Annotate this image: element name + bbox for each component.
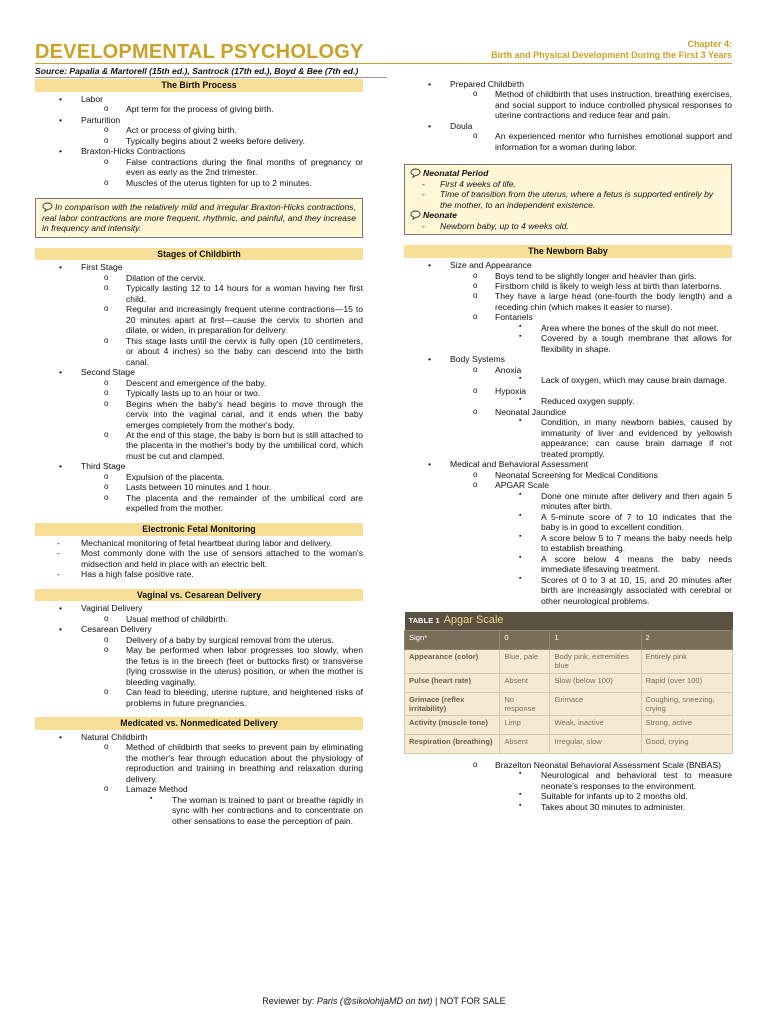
section-title-birth-process: The Birth Process — [35, 79, 363, 92]
list-item: • Vaginal Delivery — [35, 603, 363, 613]
table-caption — [405, 612, 733, 631]
table-cell: No response — [500, 692, 550, 716]
list-item: - Has a high false positive rate. — [35, 569, 363, 579]
list-item: • Parturition — [35, 115, 363, 125]
section-title-medicated: Medicated vs. Nonmedicated Delivery — [35, 717, 363, 730]
efm-list — [35, 538, 363, 580]
list-item: ▪ Takes about 30 minutes to administer. — [404, 802, 732, 812]
table-cell: Body pink, extremities blue — [550, 650, 641, 674]
table-cell: Respiration (breathing) — [405, 735, 500, 754]
list-item: • Cesarean Delivery — [35, 624, 363, 634]
table-row — [405, 692, 733, 716]
list-item: o Lamaze Method — [35, 784, 363, 794]
list-item: • Third Stage — [35, 461, 363, 471]
list-item: • Medical and Behavioral Assessment — [404, 459, 732, 469]
list-item: o Brazelton Neonatal Behavioral Assessment Scale (BNBAS) — [404, 760, 732, 770]
list-item: • Braxton-Hicks Contractions — [35, 146, 363, 156]
list-item: o Begins when the baby's head begins to move through the cervix into the vaginal canal, and it ends when the baby emerges completely from the mother's body. — [35, 399, 363, 430]
list-item: o Typically lasts up to an hour or two. — [35, 388, 363, 398]
right-column — [404, 79, 732, 812]
list-item: o Usual method of childbirth. — [35, 614, 363, 624]
list-item: o Firstborn child is likely to weigh less at birth than laterborns. — [404, 281, 732, 291]
header-divider — [35, 63, 732, 64]
list-item: o Typically lasting 12 to 14 hours for a woman having her first child. — [35, 283, 363, 304]
speech-bubble-icon — [410, 210, 423, 220]
table-cell: Grimace (reflex irritability) — [405, 692, 500, 716]
list-item: o Method of childbirth that uses instruction, breathing exercises, and social support to induce controlled physical responses to uterine contractions and reduce fear and pain. — [404, 89, 732, 120]
table-header: 0 — [500, 631, 550, 650]
footer-prefix: Reviewer by: — [262, 996, 317, 1006]
list-item: o False contractions during the final months of pregnancy or even as early as the 2nd trimester. — [35, 157, 363, 178]
stages-list — [35, 262, 363, 514]
table-cell: Slow (below 100) — [550, 673, 641, 692]
footer — [0, 996, 768, 1007]
table-cell: Grimace — [550, 692, 641, 716]
list-item: o Apt term for the process of giving birth. — [35, 104, 363, 114]
list-item: o Anoxia — [404, 365, 732, 375]
list-item: • Prepared Childbirth — [404, 79, 732, 89]
list-item: ▪ Neurological and behavioral test to measure neonate's responses to the environment. — [404, 770, 732, 791]
source-line: Source: Papalia & Martorell (15th ed.), Santrock (17th ed.), Boyd & Bee (7th ed.) — [35, 66, 387, 78]
list-item: • Size and Appearance — [404, 260, 732, 270]
speech-bubble-icon — [42, 202, 55, 212]
list-item: o May be performed when labor progresses too slowly, when the fetus is in the breech (feet or buttocks first) or transverse (lying crosswise in the uterus) position, or when the mother is bleeding vaginally. — [35, 645, 363, 687]
definition-box — [404, 164, 732, 235]
table-header: Sign* — [405, 631, 500, 650]
table-cell: Coughing, sneezing, crying — [641, 692, 732, 716]
list-item: o Boys tend to be slightly longer and heavier than girls. — [404, 271, 732, 281]
medicated-list — [35, 732, 363, 826]
list-item: o Regular and increasingly frequent uterine contractions—15 to 20 minutes apart at first—cause the cervix to shorten and dilate, or widen, in preparation for delivery. — [35, 304, 363, 335]
list-item: • Labor — [35, 94, 363, 104]
bnbas-list — [404, 760, 732, 812]
table-cell: Weak, inactive — [550, 716, 641, 735]
list-item: • Body Systems — [404, 354, 732, 364]
list-item: ▪ A score below 4 means the baby needs immediate lifesaving treatment. — [404, 554, 732, 575]
birth-process-list — [35, 94, 363, 188]
table-cell: Irregular, slow — [550, 735, 641, 754]
list-item: o Lasts between 10 minutes and 1 hour. — [35, 482, 363, 492]
chapter-subtitle: Birth and Physical Development During the First 3 Years — [491, 49, 732, 60]
list-item: o Can lead to bleeding, uterine rupture, and heightened risks of problems in future pregnancies. — [35, 687, 363, 708]
list-item: o Dilation of the cervix. — [35, 273, 363, 283]
term-neonate: Neonate — [423, 210, 457, 221]
list-item: o Hypoxia — [404, 386, 732, 396]
list-item: o At the end of this stage, the baby is born but is still attached to the placenta in the mother's body by the umbilical cord, which must be cut and clamped. — [35, 430, 363, 461]
list-item: o The placenta and the remainder of the umbilical cord are expelled from the mother. — [35, 493, 363, 514]
list-item: ▪ Covered by a tough membrane that allows for flexibility in shape. — [404, 333, 732, 354]
list-item: ▪ Reduced oxygen supply. — [404, 396, 732, 406]
footer-author: Paris (@sikolohijaMD on twt) — [316, 996, 433, 1006]
section-title-efm: Electronic Fetal Monitoring — [35, 523, 363, 536]
note-text: In comparison with the relatively mild and irregular Braxton-Hicks contractions, real labor contractions are more frequent, rhythmic, and painful, and they increase in frequency and intensity. — [42, 202, 356, 234]
list-item: o Delivery of a baby by surgical removal from the uterus. — [35, 635, 363, 645]
list-item: o Expulsion of the placenta. — [35, 472, 363, 482]
table-row — [405, 650, 733, 674]
section-title-newborn: The Newborn Baby — [404, 245, 732, 258]
table-cell: Activity (muscle tone) — [405, 716, 500, 735]
list-item: o Descent and emergence of the baby. — [35, 378, 363, 388]
newborn-list — [404, 260, 732, 606]
list-item: - Most commonly done with the use of sensors attached to the woman's midsection and held in place with an electric belt. — [35, 548, 363, 569]
table-header: 2 — [641, 631, 732, 650]
definition-item: - First 4 weeks of life. — [410, 179, 726, 189]
apgar-table — [404, 612, 733, 754]
list-item: o Muscles of the uterus tighten for up to 2 minutes. — [35, 178, 363, 188]
term-neonatal-period: Neonatal Period — [423, 168, 489, 179]
table-cell: Appearance (color) — [405, 650, 500, 674]
table-cell: Blue, pale — [500, 650, 550, 674]
delivery-list — [35, 603, 363, 708]
table-cell: Absent — [500, 735, 550, 754]
section-title-stages: Stages of Childbirth — [35, 248, 363, 261]
table-row — [405, 716, 733, 735]
list-item: • Doula — [404, 121, 732, 131]
page-title: DEVELOPMENTAL PSYCHOLOGY — [35, 41, 364, 63]
table-cell: Limp — [500, 716, 550, 735]
list-item: ▪ Lack of oxygen, which may cause brain damage. — [404, 375, 732, 385]
list-item: • Second Stage — [35, 367, 363, 377]
list-item: ▪ Scores of 0 to 3 at 10, 15, and 20 minutes after birth are increasingly associated with cerebral or other neurological problems. — [404, 575, 732, 606]
table-cell: Good, crying — [641, 735, 732, 754]
table-cell: Pulse (heart rate) — [405, 673, 500, 692]
list-item: ▪ Condition, in many newborn babies, caused by immaturity of liver and evidenced by yellowish appearance; can cause brain damage if not treated promptly. — [404, 417, 732, 459]
list-item: o Neonatal Screening for Medical Conditions — [404, 470, 732, 480]
list-item: • First Stage — [35, 262, 363, 272]
list-item: o Method of childbirth that seeks to prevent pain by eliminating the mother's fear through education about the physiology of reproduction and training in breathing and relaxation during delivery. — [35, 742, 363, 784]
table-title: Apgar Scale — [443, 614, 504, 626]
table-row — [405, 735, 733, 754]
list-item: ▪ The woman is trained to pant or breathe rapidly in sync with her contractions and to concentrate on other sensations to ease the perception of pain. — [35, 795, 363, 826]
list-item: o Typically begins about 2 weeks before delivery. — [35, 136, 363, 146]
left-column — [35, 79, 363, 826]
list-item: o Act or process of giving birth. — [35, 125, 363, 135]
list-item: o This stage lasts until the cervix is fully open (10 centimeters, or about 4 inches) so the baby can descend into the birth canal. — [35, 336, 363, 367]
list-item: o APGAR Scale — [404, 480, 732, 490]
list-item: ▪ Area where the bones of the skull do not meet. — [404, 323, 732, 333]
table-cell: Rapid (over 100) — [641, 673, 732, 692]
table-cell: Strong, active — [641, 716, 732, 735]
speech-bubble-icon — [410, 168, 423, 178]
chapter-heading — [491, 39, 732, 61]
list-item: • Natural Childbirth — [35, 732, 363, 742]
list-item: ▪ A score below 5 to 7 means the baby needs help to establish breathing. — [404, 533, 732, 554]
list-item: ▪ Suitable for infants up to 2 months old. — [404, 791, 732, 801]
list-item: - Mechanical monitoring of fetal heartbeat during labor and delivery. — [35, 538, 363, 548]
table-cell: Entirely pink — [641, 650, 732, 674]
table-header-row — [405, 631, 733, 650]
table-header: 1 — [550, 631, 641, 650]
list-item: o An experienced mentor who furnishes emotional support and information for a woman during labor. — [404, 131, 732, 152]
note-box — [35, 198, 363, 237]
prepared-list — [404, 79, 732, 152]
definition-item: - Newborn baby, up to 4 weeks old. — [410, 221, 726, 231]
table-row — [405, 673, 733, 692]
list-item: ▪ A 5-minute score of 7 to 10 indicates that the baby is in good to excellent condition. — [404, 512, 732, 533]
footer-suffix: | NOT FOR SALE — [432, 996, 506, 1006]
section-title-vaginal-cesarean: Vaginal vs. Cesarean Delivery — [35, 589, 363, 602]
list-item: o They have a large head (one-fourth the body length) and a receding chin (which makes it easier to nurse). — [404, 291, 732, 312]
list-item: o Neonatal Jaundice — [404, 407, 732, 417]
list-item: ▪ Done one minute after delivery and then again 5 minutes after birth. — [404, 491, 732, 512]
definition-item: - Time of transition from the uterus, where a fetus is supported entirely by the mother, to an independent existence. — [410, 189, 726, 210]
table-cell: Absent — [500, 673, 550, 692]
table-label: TABLE 1 — [408, 616, 440, 625]
chapter-number: Chapter 4: — [687, 39, 732, 49]
list-item: o Fontanels — [404, 312, 732, 322]
